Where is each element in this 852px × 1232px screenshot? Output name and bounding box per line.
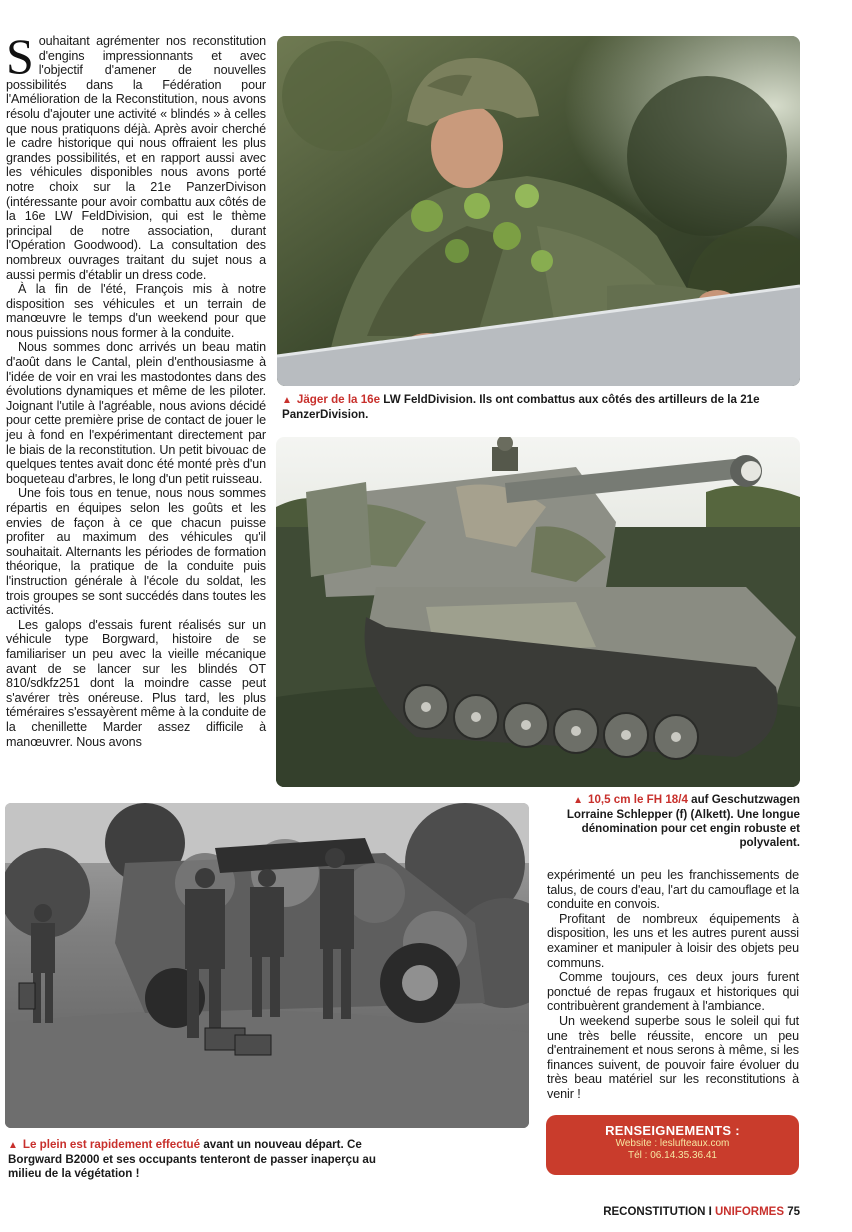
- tank-photo: [276, 437, 800, 787]
- article-paragraph: Nous sommes donc arrivés un beau matin d'août dans le Cantal, plein d'enthousiasme à l'idée de voir en vrai les mastodontes dans des évolutions dynamiques et même de les piloter. Joignant l'utile à l'agréable, nous avions décidé pour cette première prise de contact de jouer le jeu à fond en l'expérimentant directement par le biais de la reconstitution. Un petit bivouac de quelques tentes avait donc été monté près d'un boqueteau d'arbres, le long d'un petit ruisseau.: [6, 340, 266, 486]
- caption-highlight: Jäger de la 16e: [296, 393, 381, 406]
- info-box-title: RENSEIGNEMENTS :: [605, 1123, 740, 1138]
- footer-magazine: UNIFORMES: [715, 1206, 784, 1218]
- caption-text: LW FeldDivision. Ils ont combattus aux côtés des artilleurs de la 21e PanzerDivision.: [282, 393, 760, 421]
- page-number: 75: [784, 1206, 800, 1218]
- info-box: [546, 1115, 799, 1175]
- truck-photo-caption: [8, 1138, 388, 1181]
- article-paragraph: Les galops d'essais furent réalisés sur un véhicule type Borgward, histoire de se familiariser un peu avec la vieille mécanique avant de se lancer sur les blindés OT 810/sdkfz251 dont la moindre casse peut s'avérer très onéreuse. Plus tard, les plus téméraires s'essayèrent même à la conduite de la chenillette Marder assez difficile à manœuvrer. Nous avons: [6, 617, 266, 749]
- article-paragraph: À la fin de l'été, François mis à notre disposition ses véhicules et un terrain de manœuvre le temps d'un weekend pour que nous puissions nous former à la conduite.: [6, 282, 266, 340]
- caption-triangle-icon: ▲: [282, 395, 292, 406]
- article-column-right: [547, 868, 799, 1102]
- page-footer: [603, 1206, 800, 1218]
- caption-text: auf Geschutzwagen Lorraine Schlepper (f) (Alkett). Une longue dénomination pour cet engin robuste et polyvalent.: [566, 793, 800, 849]
- caption-highlight: Le plein est rapidement effectué: [22, 1138, 201, 1151]
- caption-triangle-icon: ▲: [8, 1140, 18, 1151]
- truck-photo: [5, 803, 529, 1128]
- article-paragraph: Comme toujours, ces deux jours furent ponctué de repas frugaux et historiques qui contribuèrent grandement à l'ambiance.: [547, 970, 799, 1014]
- caption-triangle-icon: ▲: [573, 795, 583, 806]
- article-paragraph: Profitant de nombreux équipements à disposition, les uns et les autres purent aussi examiner et manipuler à loisir des objets peu communs.: [547, 911, 799, 970]
- caption-text: avant un nouveau départ. Ce Borgward B2000 et ses occupants tenteront de passer inaperçu au milieu de la végétation !: [8, 1138, 376, 1180]
- soldier-photo: [277, 36, 800, 386]
- drop-cap: S: [6, 28, 34, 84]
- article-paragraph: ouhaitant agrémenter nos reconstitution d'engins impressionnants et avec l'objectif d'amener de nouvelles possibilités dans la Fédération pour l'Amélioration de la Reconstitution, nous avons résolu d'ajouter une activité « blindés » à celles que nous pratiquons déjà. Après avoir cherché le cadre historique qui nous offraient les plus grandes possibilités, et en rapport aussi avec les véhicules disponibles nous avons porté notre choix sur la 21e PanzerDivison (intéressante pour avoir combattu aux côtés de la 16e LW FeldDivision, qui est le thème principal de notre association, durant l'Opération Goodwood). La consultation des nombreux ouvrages traitant du sujet nous a aussi permis d'établir un dress code.: [6, 34, 266, 282]
- caption-highlight: 10,5 cm le FH 18/4: [588, 793, 688, 806]
- article-column-left: [6, 28, 266, 749]
- tank-photo-caption: [548, 793, 800, 850]
- footer-section: RECONSTITUTION I: [603, 1206, 715, 1218]
- info-box-website[interactable]: Website : leslufteaux.com: [615, 1138, 730, 1149]
- article-paragraph: expérimenté un peu les franchissements de talus, de cours d'eau, l'art du camouflage et la conduite en convois.: [547, 868, 799, 912]
- info-box-phone: Tél : 06.14.35.36.41: [628, 1150, 717, 1161]
- article-paragraph: Un weekend superbe sous le soleil qui fut une très belle réussite, encore un peu d'entrainement et nous serons à même, si les finances suivent, de pouvoir faire évoluer du très beau matériel sur les reconstitutions à venir !: [547, 1013, 799, 1101]
- soldier-photo-caption: [282, 393, 802, 422]
- article-paragraph: Une fois tous en tenue, nous nous sommes répartis en équipes selon les goûts et les envies de façon à ce que chacun puisse profiter au maximum des véhicules qu'il souhaitait. Alternants les périodes de formation théorique, la pratique de la conduite puis l'instruction générale à l'école du soldat, les trois groupes se sont succédés dans toutes les activités.: [6, 486, 266, 618]
